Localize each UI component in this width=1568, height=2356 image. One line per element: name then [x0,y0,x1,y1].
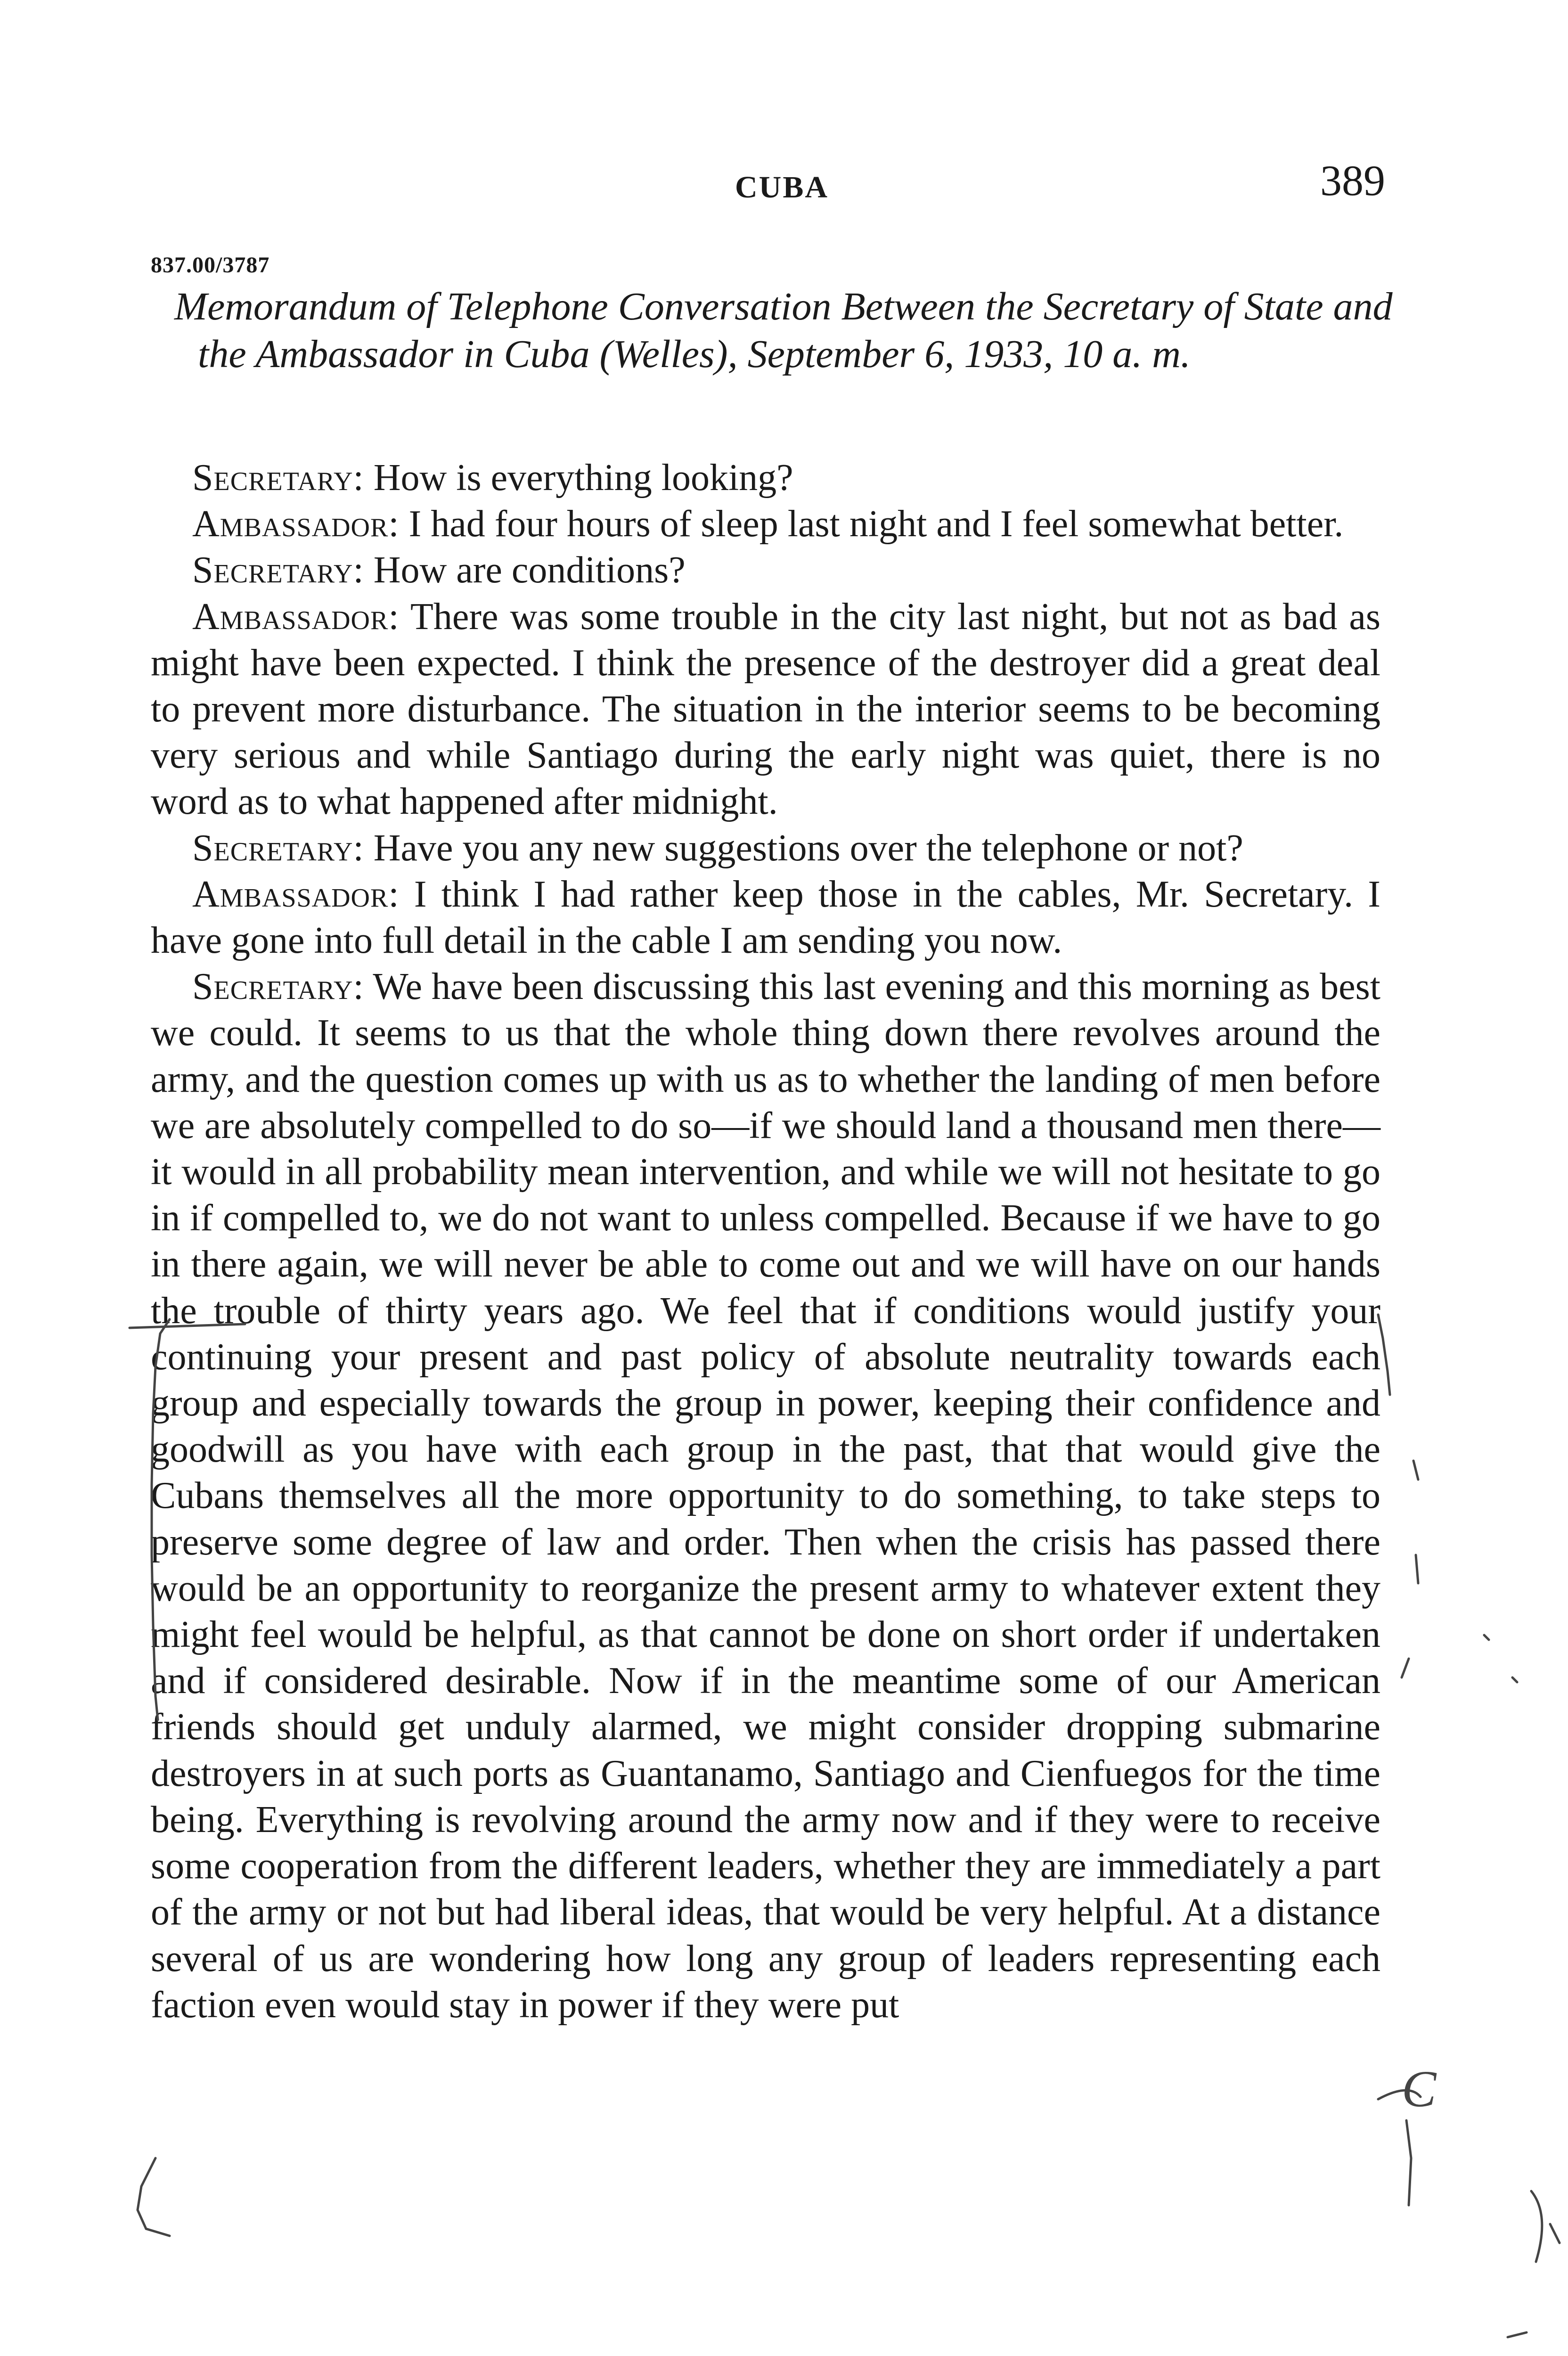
dialogue-text: There was some trouble in the city last night, but not as bad as might have been expected. I think the presence of the destroyer did a great deal to prevent more disturbance. The situation in the interior seems to be becoming very serious and while Santiago during the early night was quiet, there is no word as to what happened after midnight. [151,596,1380,823]
dialogue-text: I think I had rather keep those in the cables, Mr. Secretary. I have gone into full detail in the cable I am sending you now. [151,873,1381,962]
dialogue-paragraph [151,547,1380,593]
dialogue-paragraph [151,871,1380,964]
speaker-label: Secretary: [192,457,364,499]
dialogue-body [151,455,1380,2028]
page-number: 389 [1320,156,1385,205]
running-title: CUBA [735,170,829,205]
dialogue-text: Have you any new suggestions over the telephone or not? [373,827,1243,869]
speaker-label: Secretary: [192,549,364,591]
dialogue-paragraph [151,825,1380,871]
dialogue-text: How are conditions? [373,549,686,591]
speaker-label: Secretary: [192,827,364,869]
speaker-label: Ambassador: [192,596,400,638]
dialogue-paragraph [151,964,1380,2028]
file-reference: 837.00/3787 [151,253,270,278]
dialogue-paragraph [151,594,1380,825]
running-header [151,155,1385,212]
dialogue-text: I had four hours of sleep last night and I feel somewhat better. [408,503,1344,545]
dialogue-text: We have been discussing this last evening and this morning as best we could. It seems to us that the whole thing down there revolves around the army, and the question comes up with us as to whether the landing of men before we are absolutely compelled to do so—if we should land a thousand men there—it would in all probability mean intervention, and while we will not hesitate to go in if compelled to, we do not want to unless compelled. Because if we have to go in there again, we will never be able to come out and we will have on our hands the trouble of thirty years ago. We feel that if conditions would justify your continuing your present and past policy of absolute neutrality towards each group and especially towards the group in power, keeping their confidence and goodwill as you have with each group in the past, that that would give the Cubans themselves all the more opportunity to do something, to take steps to preserve some degree of law and order. Then when the crisis has passed there would be an opportunity to reorganize the present army to whatever extent they might feel would be helpful, as that cannot be done on short order if undertaken and if considered desirable. Now if in the meantime some of our American friends should get unduly alarmed, we might consider dropping submarine destroyers in at such ports as Guantanamo, Santiago and Cienfuegos for the time being. Everything is revolving around the army now and if they were to receive some cooperation from the different leaders, whether they are immediately a part of the army or not but had liberal ideas, that would be very helpful. At a distance several of us are wondering how long any group of leaders representing each faction even would stay in power if they were put [151,966,1380,2026]
dialogue-text: How is everything looking? [373,457,793,499]
speaker-label: Ambassador: [192,873,400,915]
document-title: Memorandum of Telephone Conversation Between the Secretary of State and the Ambassador in Cuba (Welles), September 6, 1933, 10 a. m. [174,285,1393,376]
speaker-label: Secretary: [192,966,364,1008]
dialogue-paragraph [151,455,1380,501]
margin-loop-lower [138,2158,170,2236]
speaker-label: Ambassador: [192,503,400,545]
margin-bracket-lower-right [1406,2120,1411,2205]
dialogue-paragraph [151,501,1380,547]
margin-handwritten-letter: C [1402,2060,1437,2118]
